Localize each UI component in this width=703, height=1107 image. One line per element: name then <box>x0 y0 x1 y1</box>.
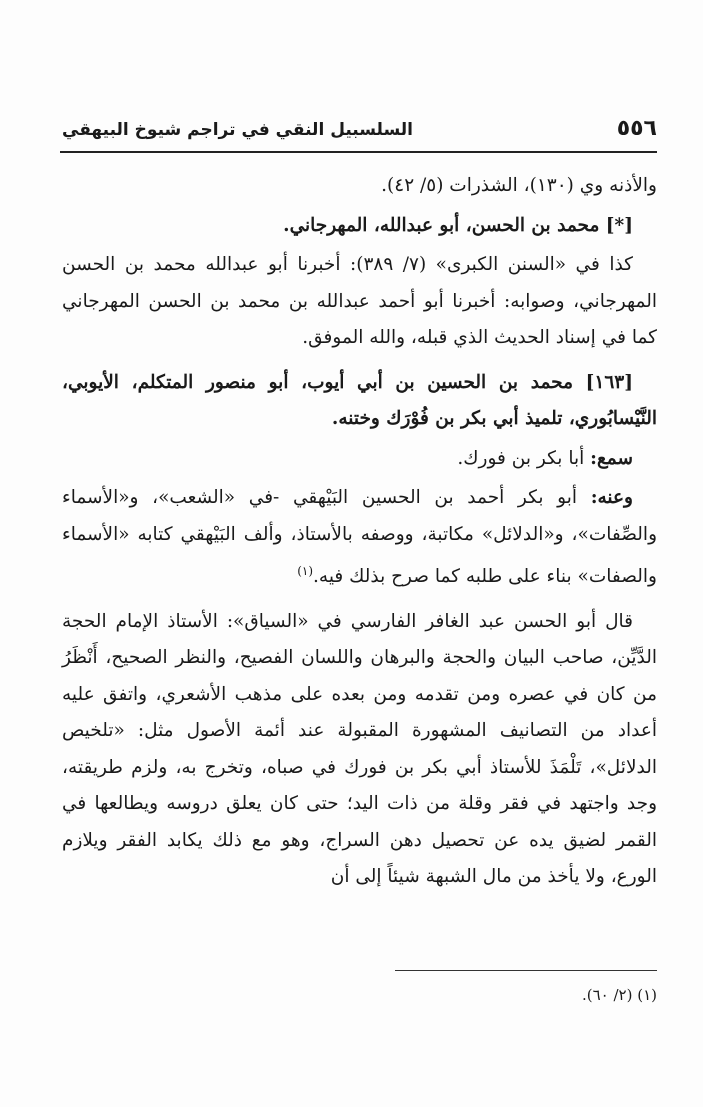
heard-from-label: سمع: <box>590 447 633 469</box>
entry-heading-163: [١٦٣] محمد بن الحسين بن أبي أيوب، أبو منصور المتكلم، الأيوبي، النَّيْسابُوري، تلميذ أبي بكر بن فُوْرَك وختنه. <box>62 371 657 429</box>
header-divider <box>60 151 657 153</box>
page-number: ٥٥٦ <box>616 116 657 141</box>
footnote-reference: (١) <box>297 564 314 578</box>
main-text <box>62 168 657 896</box>
footnote-divider <box>395 970 657 971</box>
heard-from-text: أبا بكر بن فورك. <box>457 447 591 469</box>
narrators-label: وعنه: <box>590 487 633 508</box>
entry-heading-unnumbered: [*] محمد بن الحسن، أبو عبدالله، المهرجاني. <box>283 214 633 236</box>
page-header <box>62 116 657 150</box>
source-citation-line: والأذنه وي (١٣٠)، الشذرات (٥/ ٤٢). <box>381 175 657 196</box>
narrators-text: أبو بكر أحمد بن الحسين البَيْهقي -في «الشعب»، و«الأسماء والصِّفات»، و«الدلائل» مكاتبة، ووصفه بالأستاذ، وألف البَيْهقي كتابه «الأسماء والصفات» بناء على طلبه كما صرح بذلك فيه. <box>62 487 657 588</box>
running-title: السلسبيل النقي في تراجم شيوخ البيهقي <box>62 120 413 140</box>
footnote: (١) (٢/ ٦٠). <box>581 986 657 1004</box>
biography-paragraph: قال أبو الحسن عبد الغافر الفارسي في «السياق»: الأستاذ الإمام الحجة الدَّيِّن، صاحب البيان والحجة والبرهان واللسان الفصيح، والنظر الصحيح، أَنْظَرُ من كان في عصره ومن تقدمه ومن بعده على مذهب الأشعري، واتفق عليه أعداد من التصانيف المشهورة المقبولة عند أئمة الأصول مثل: «تلخيص الدلائل»، تَلْمَذَ للأستاذ أبي بكر بن فورك في صباه، وتخرج به، ولزم طريقته، وجد واجتهد في فقر وقلة من ذات اليد؛ حتى كان يعلق دروسه ويطالعها في القمر لضيق يده عن تحصيل دهن السراج، وهو مع ذلك يكابد الفقر ويلازم الورع، ولا يأخذ من مال الشبهة شيئاً إلى أن <box>62 610 657 888</box>
narrators-paragraph <box>62 480 657 596</box>
heard-from-paragraph <box>62 441 657 478</box>
correction-paragraph: كذا في «السنن الكبرى» (٧/ ٣٨٩): أخبرنا أبو عبدالله محمد بن الحسن المهرجاني، وصوابه: أخبرنا أبو أحمد عبدالله بن محمد بن الحسن المهرجاني كما في إسناد الحديث الذي قبله، والله الموفق. <box>62 254 657 348</box>
